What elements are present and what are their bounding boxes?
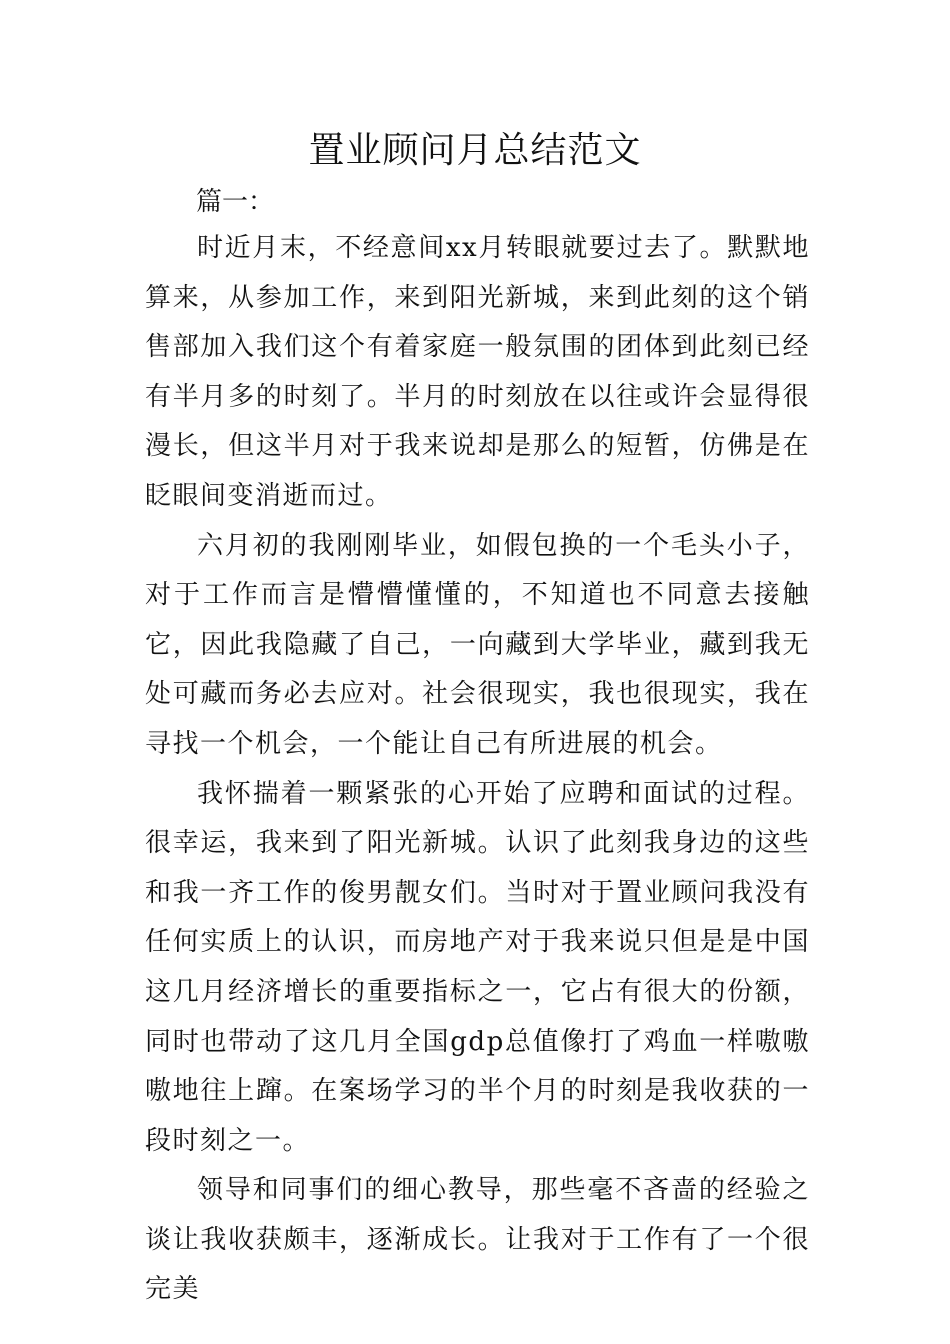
section-label: 篇一： xyxy=(196,187,275,217)
document-body xyxy=(145,224,810,1315)
document-title: 置业顾问月总结范文 xyxy=(308,130,642,171)
paragraph: 六月初的我刚刚毕业，如假包换的一个毛头小子，对于工作而言是懵懵懂懂的，不知道也不同意去接触它，因此我隐藏了自己，一向藏到大学毕业，藏到我无处可藏而务必去应对。社会很现实，我也很现实，我在寻找一个机会，一个能让自己有所进展的机会。 xyxy=(145,530,810,759)
paragraph: 时近月末，不经意间xx月转眼就要过去了。默默地算来，从参加工作，来到阳光新城，来到此刻的这个销售部加入我们这个有着家庭一般氛围的团体到此刻已经有半月多的时刻了。半月的时刻放在以往或许会显得很漫长，但这半月对于我来说却是那么的短暂，仿佛是在眨眼间变消逝而过。 xyxy=(145,233,810,511)
paragraph: 我怀揣着一颗紧张的心开始了应聘和面试的过程。很幸运，我来到了阳光新城。认识了此刻我身边的这些和我一齐工作的俊男靓女们。当时对于置业顾问我没有任何实质上的认识，而房地产对于我来说只但是是中国这几月经济增长的重要指标之一，它占有很大的份额，同时也带动了这几月全国gdp总值像打了鸡血一样嗷嗷嗷地往上蹿。在案场学习的半个月的时刻是我收获的一段时刻之一。 xyxy=(145,778,810,1156)
paragraph: 领导和同事们的细心教导，那些毫不吝啬的经验之谈让我收获颇丰，逐渐成长。让我对于工作有了一个很完美 xyxy=(145,1175,810,1305)
